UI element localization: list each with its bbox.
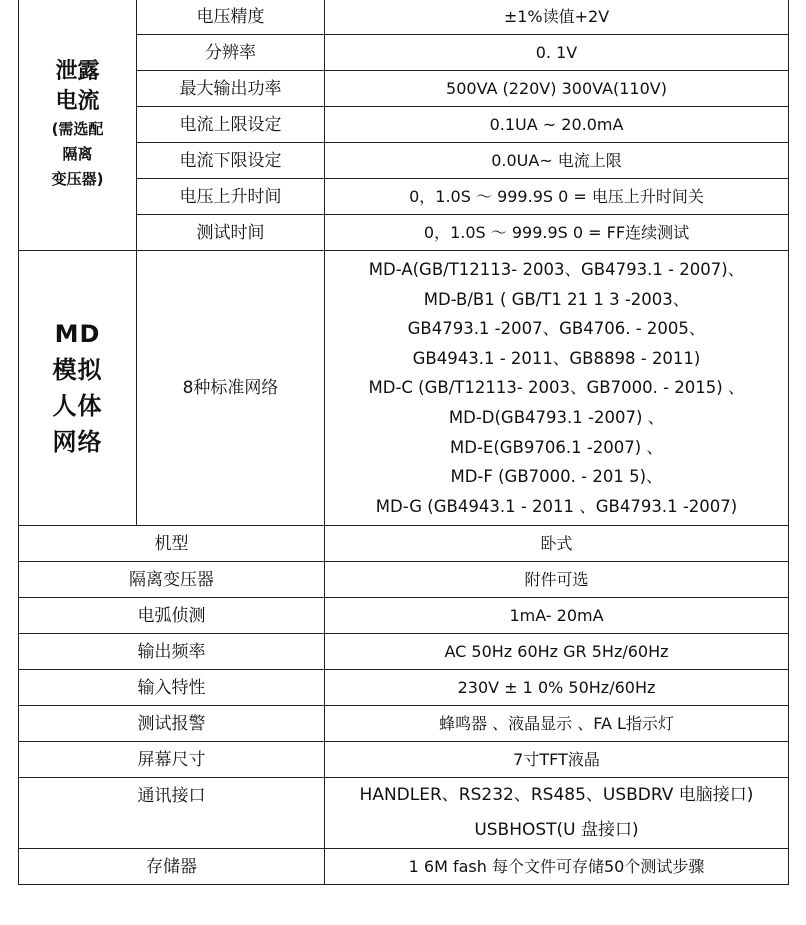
spec-name: 8种标准网络 xyxy=(137,251,325,526)
spec-name: 电弧侦测 xyxy=(19,598,325,634)
spec-value: 1mA- 20mA xyxy=(325,598,789,634)
leakage-current-group-label: 泄露 电流 (需选配 隔离 变压器) xyxy=(19,0,137,251)
spec-value: ±1%读值+2V xyxy=(325,0,789,35)
standard-line: MD-B/B1 ( GB/T1 21 1 3 -2003、 xyxy=(423,289,690,309)
spec-value: 230V ± 1 0% 50Hz/60Hz xyxy=(325,670,789,706)
spec-value: 0，1.0S ～ 999.9S 0 = FF连续测试 xyxy=(325,215,789,251)
spec-name: 分辨率 xyxy=(137,35,325,71)
table-row xyxy=(19,778,789,849)
table-row xyxy=(19,526,789,562)
table-row xyxy=(19,706,789,742)
table-row xyxy=(19,670,789,706)
spec-value: 500VA (220V) 300VA(110V) xyxy=(325,71,789,107)
standard-line: MD-A(GB/T12113- 2003、GB4793.1 - 2007)、 xyxy=(368,260,745,279)
standard-line: MD-C (GB/T12113- 2003、GB7000. - 2015) 、 xyxy=(368,378,745,398)
standard-line: MD-D(GB4793.1 -2007) 、 xyxy=(448,407,665,427)
spec-name: 屏幕尺寸 xyxy=(19,742,325,778)
spec-name: 电压精度 xyxy=(137,0,325,35)
comm-line: USBHOST(U 盘接口) xyxy=(474,820,639,841)
table-row xyxy=(19,251,789,526)
spec-value: 1 6M fash 每个文件可存储50个测试步骤 xyxy=(325,849,789,885)
spec-value: 7寸TFT液晶 xyxy=(325,742,789,778)
spec-value: 0. 1V xyxy=(325,35,789,71)
spec-name: 隔离变压器 xyxy=(19,562,325,598)
spec-name: 测试报警 xyxy=(19,706,325,742)
table-row xyxy=(19,742,789,778)
spec-name: 电流上限设定 xyxy=(137,107,325,143)
spec-name: 测试时间 xyxy=(137,215,325,251)
spec-table xyxy=(18,0,789,885)
spec-value: AC 50Hz 60Hz GR 5Hz/60Hz xyxy=(325,634,789,670)
spec-name: 存储器 xyxy=(19,849,325,885)
table-row xyxy=(19,849,789,885)
table-row xyxy=(19,0,789,35)
spec-name: 输入特性 xyxy=(19,670,325,706)
spec-name: 输出频率 xyxy=(19,634,325,670)
md-network-group-label: MD 模拟 人体 网络 xyxy=(19,251,137,526)
standard-line: GB4943.1 - 2011、GB8898 - 2011) xyxy=(412,348,701,368)
comm-interface-value xyxy=(325,778,789,849)
spec-name: 电流下限设定 xyxy=(137,143,325,179)
table-row xyxy=(19,562,789,598)
standard-line: MD-F (GB7000. - 201 5)、 xyxy=(450,467,663,487)
spec-name: 机型 xyxy=(19,526,325,562)
spec-value: 0.1UA ~ 20.0mA xyxy=(325,107,789,143)
spec-name: 电压上升时间 xyxy=(137,179,325,215)
spec-value: 0，1.0S ～ 999.9S 0 = 电压上升时间关 xyxy=(325,179,789,215)
comm-line: HANDLER、RS232、RS485、USBDRV 电脑接口) xyxy=(359,785,754,806)
standard-line: GB4793.1 -2007、GB4706. - 2005、 xyxy=(407,319,706,339)
spec-value: 蜂鸣器 、液晶显示 、FA L指示灯 xyxy=(325,706,789,742)
standard-line: MD-G (GB4943.1 - 2011 、GB4793.1 -2007) xyxy=(375,496,738,516)
spec-value: 卧式 xyxy=(325,526,789,562)
standard-line: MD-E(GB9706.1 -2007) 、 xyxy=(450,437,663,457)
spec-value: 附件可选 xyxy=(325,562,789,598)
spec-value: 0.0UA~ 电流上限 xyxy=(325,143,789,179)
table-row xyxy=(19,634,789,670)
spec-name: 最大输出功率 xyxy=(137,71,325,107)
md-network-standards xyxy=(325,251,789,526)
spec-name: 通讯接口 xyxy=(19,778,325,849)
table-row xyxy=(19,598,789,634)
